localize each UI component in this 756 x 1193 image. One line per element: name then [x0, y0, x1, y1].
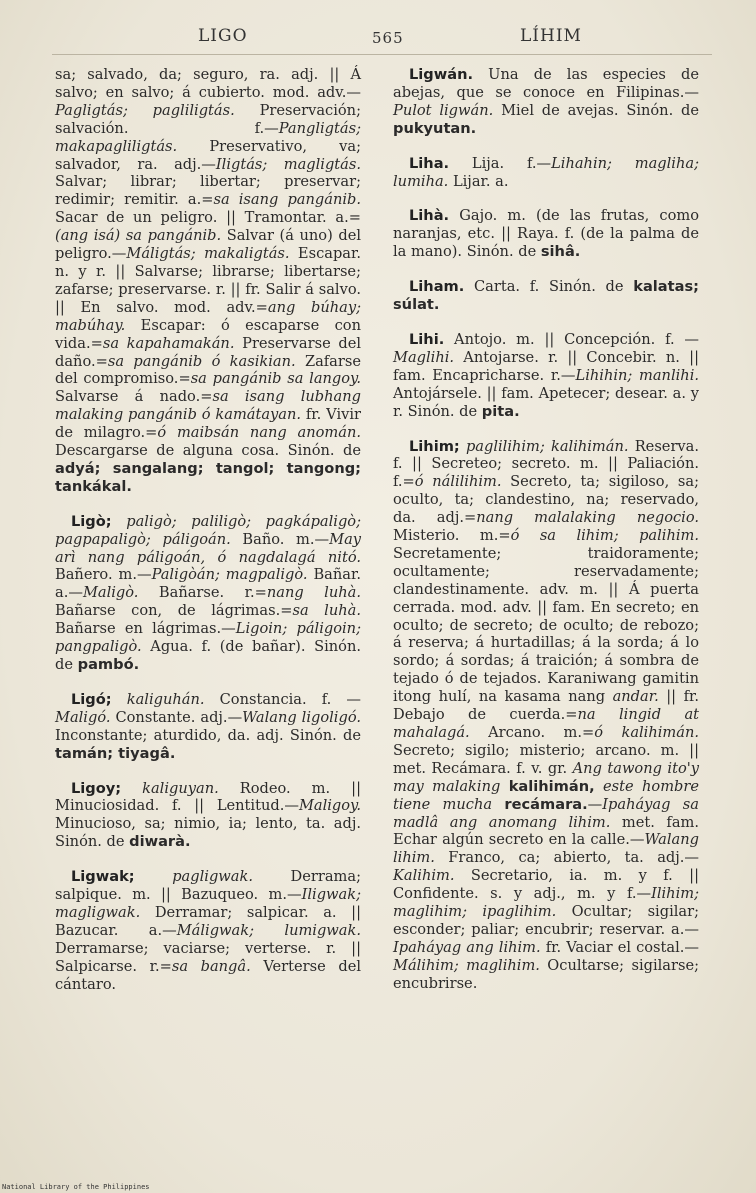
running-head-left: LIGO: [198, 26, 248, 46]
definition-text: Antojársele. || fam. Apetecer; desear. a. y r. Sinón. de: [393, 384, 699, 420]
synonym-ref: sihâ.: [540, 243, 581, 261]
tagalog-phrase: Iligwak; magligwak.: [55, 886, 361, 921]
tagalog-phrase: sa isang lubhang malaking pangánib ó kamátayan.: [55, 388, 361, 424]
definition-text: Verterse del cántaro.: [55, 957, 362, 993]
definition-text: Preservativo, va; salvador, ra. adj.—: [55, 137, 361, 173]
tagalog-phrase: Ang tawong ito'y may malaking: [393, 759, 699, 795]
entry-ligo: [55, 513, 361, 674]
definition-text: Secretamente; traidoramente; ocultamente; reservadamente; clandestinamente. adv. m. || Á puerta cerrada. mod. adv. || fam. En secreto; en oculto; de secreto; de oculto; de rebozo; á reserva; á hurtadillas; á la sorda; á lo sordo; á sordas; á traición; á sombra de tejado ó de tejados. Karaniwang gamitin itong hulí, na kasama nang: [393, 544, 699, 706]
tagalog-phrase: Iligtás; magligtás.: [215, 155, 361, 173]
synonym-ref: tamán; tiyagâ.: [55, 744, 176, 762]
tagalog-phrase: Walang lihim.: [393, 831, 699, 867]
entry-salvado: [55, 66, 361, 496]
tagalog-phrase: kaliguhán.: [126, 690, 205, 708]
definition-text: Ocultar; sigilar; esconder; paliar; encubrir; reservar. a.—: [393, 903, 699, 938]
synonym-ref: recámara.: [504, 795, 588, 813]
synonym-ref: pita.: [481, 402, 520, 420]
tagalog-phrase: sa luhà.: [292, 602, 361, 620]
definition-text: —: [587, 795, 603, 813]
definition-text: fr. Vivir de milagro.=: [55, 406, 362, 442]
definition-text: Gajo. m. (de las frutas, como naranjas, etc. || Raya. f. (de la palma de la mano). Sinón. de: [393, 207, 699, 261]
entry-lihim: [393, 438, 699, 993]
definition-text: Constante. adj.—: [110, 708, 243, 726]
tagalog-phrase: Kalihim.: [393, 867, 455, 885]
tagalog-phrase: paligò; paliligò; pagkápaligò; pagpapaligò; páligoán.: [55, 512, 362, 548]
tagalog-phrase: Ilihim; maglihim; ipaglihim.: [393, 885, 699, 921]
definition-text: Zafarse del compromiso.=: [55, 352, 361, 388]
definition-text: [112, 513, 127, 530]
headword: Liham.: [409, 278, 465, 296]
tagalog-phrase: (ang isá) sa pangánib.: [55, 227, 222, 245]
tagalog-phrase: na lingid at mahalagá.: [393, 706, 700, 741]
synonym-ref: pukyutan.: [393, 119, 477, 137]
synonym-ref: diwarà.: [129, 833, 191, 851]
definition-text: Secreto; sigilo; misterio; arcano. m. || met. Recámara. f. v. gr.: [393, 741, 699, 777]
tagalog-phrase: Máligwak; lumigwak.: [176, 921, 361, 939]
tagalog-phrase: Pulot ligwán.: [393, 101, 494, 119]
definition-text: Salvar; librar; libertar; preservar; redimir; remitir. a.=: [55, 173, 361, 209]
definition-text: Constancia. f. —: [204, 690, 361, 708]
library-credit: National Library of the Philippines: [2, 1183, 150, 1191]
definition-text: Derramarse; vaciarse; verterse. r. || Salpicarse. r.=: [55, 939, 361, 975]
headword: Lihà.: [409, 207, 450, 225]
tagalog-phrase: Maligò.: [82, 584, 139, 602]
tagalog-phrase: Ligoin; páligoin; pangpaligò.: [55, 620, 361, 656]
definition-text: Derrama; salpique. m. || Bazuqueo. m.—: [55, 868, 361, 904]
definition-text: Baño. m.—: [230, 530, 330, 548]
definition-text: Descargarse de alguna cosa. Sinón. de: [55, 442, 361, 460]
definition-text: sa; salvado, da; seguro, ra. adj. || Á salvo; en salvo; á cubierto. mod. adv.—: [55, 66, 361, 101]
definition-text: Bañarse en lágrimas.—: [55, 620, 236, 638]
right-column: [393, 66, 699, 1010]
entry-ligo2: [55, 691, 361, 763]
definition-text: || fr. Debajo de cuerda.=: [393, 688, 699, 724]
definition-text: Franco, ca; abierto, ta. adj.—: [434, 849, 699, 867]
definition-text: Bañero. m.—: [55, 566, 152, 584]
entry-ligwak: [55, 868, 361, 993]
definition-text: Salvar (á uno) del peligro.—: [55, 227, 362, 263]
definition-text: Ocultarse; sigilarse; encubrirse.: [393, 956, 700, 992]
synonym-ref: adyá; sangalang; tangol; tangong; tankákal.: [55, 459, 361, 495]
tagalog-phrase: Pagligtás; pagliligtás.: [55, 101, 235, 119]
tagalog-phrase: Maglihi.: [393, 348, 455, 366]
tagalog-phrase: nang malalaking negocio.: [476, 509, 699, 527]
definition-text: [492, 796, 504, 813]
tagalog-phrase: andar.: [612, 688, 659, 706]
entry-liha: [393, 155, 699, 191]
definition-text: Minucioso, sa; nimio, ia; lento, ta. adj. Sinón. de: [55, 815, 361, 851]
tagalog-phrase: nang luhà.: [266, 584, 361, 602]
synonym-ref: kalatas; súlat.: [393, 278, 699, 314]
page-number: 565: [372, 29, 404, 47]
tagalog-phrase: Ipaháyag ang lihim.: [393, 938, 541, 956]
definition-text: fr. Vaciar el costal.—: [540, 938, 700, 956]
headword: Lihim;: [409, 437, 460, 455]
synonym-ref: pambó.: [77, 656, 140, 673]
tagalog-phrase: Paligòán; magpaligò.: [151, 566, 308, 584]
tagalog-phrase: Walang ligoligó.: [242, 708, 361, 726]
definition-text: Preservación; salvación. f.—: [55, 101, 361, 137]
definition-text: Derramar; salpicar. a. || Bazucar. a.—: [55, 903, 361, 939]
tagalog-phrase: ó kalihimán.: [594, 724, 699, 741]
entry-liham: [393, 278, 699, 314]
tagalog-phrase: ó sa lihim; palihim.: [510, 527, 699, 545]
headword: Ligoy;: [71, 779, 122, 797]
definition-text: [595, 778, 603, 795]
tagalog-phrase: Lihahin; magliha; lumiha.: [393, 154, 699, 190]
definition-text: Lija. f.—: [449, 154, 552, 172]
entry-ligwan: [393, 66, 699, 138]
definition-text: Escapar. n. y r. || Salvarse; librarse; libertarse; zafarse; preservarse. r. || fr. Salir á salvo. || En salvo. mod. adv.=: [55, 245, 361, 316]
headword: Ligò;: [71, 512, 112, 530]
tagalog-phrase: ang búhay; mabúhay.: [55, 298, 361, 334]
tagalog-phrase: May arì nang páligoán, ó nagdalagá nitó.: [55, 530, 362, 566]
tagalog-phrase: Maligó.: [55, 708, 111, 726]
definition-text: Bañar. a.—: [55, 566, 361, 602]
definition-text: Bañarse. r.=: [138, 584, 267, 602]
headword: Liha.: [409, 154, 450, 172]
tagalog-phrase: ó nálilihim.: [414, 473, 502, 491]
definition-text: [112, 691, 127, 708]
entry-liha2: [393, 207, 699, 261]
definition-text: Sacar de un peligro. || Tramontar. a.=: [55, 209, 361, 227]
definition-text: met. fam. Echar algún secreto en la calle.—: [393, 813, 699, 849]
left-column: [55, 66, 361, 1011]
tagalog-phrase: sa pangánib sa langoy.: [190, 370, 361, 388]
tagalog-phrase: paglilihim; kalihimán.: [465, 437, 629, 455]
definition-text: Carta. f. Sinón. de: [464, 278, 634, 296]
tagalog-phrase: Maligoy.: [298, 797, 361, 815]
definition-text: Lijar. a.: [448, 172, 509, 190]
tagalog-phrase: este hombre tiene mucha: [393, 777, 699, 813]
tagalog-phrase: Máligtás; makaligtás.: [126, 245, 290, 263]
tagalog-phrase: sa kapahamakán.: [102, 334, 235, 352]
definition-text: Preservarse del daño.=: [55, 334, 362, 370]
tagalog-phrase: Ipaháyag sa madlâ ang anomang lihim.: [393, 795, 699, 831]
definition-text: [135, 868, 173, 885]
tagalog-phrase: Pangligtás; makapagliligtás.: [55, 119, 361, 155]
definition-text: Antojarse. r. || Concebir. n. || fam. Encapricharse. r.—: [393, 348, 699, 384]
headword: Ligó;: [71, 690, 112, 708]
definition-text: Una de las especies de abejas, que se conoce en Filipinas.—: [393, 66, 699, 101]
tagalog-phrase: ó maibsán nang anomán.: [157, 424, 361, 442]
headword: Lihi.: [409, 330, 445, 348]
definition-text: Reserva. f. || Secreteo; secreto. m. || Paliación. f.=: [393, 437, 700, 491]
running-head-right: LÍHIM: [520, 26, 582, 46]
definition-text: Miel de avejas. Sinón. de: [493, 101, 700, 119]
tagalog-phrase: Málihim; maglihim.: [393, 956, 540, 974]
entry-lihi: [393, 331, 699, 421]
definition-text: [121, 780, 142, 797]
definition-text: Antojo. m. || Concepción. f. —: [444, 330, 699, 348]
header-rule: [52, 54, 712, 55]
tagalog-phrase: sa bangâ.: [171, 957, 251, 975]
definition-text: Escapar: ó escaparse con vida.=: [55, 316, 361, 352]
headword: Ligwán.: [409, 66, 474, 83]
synonym-ref: kalihimán,: [508, 777, 595, 795]
tagalog-phrase: Lihihin; manlihi.: [575, 366, 699, 384]
definition-text: Secreto, ta; sigiloso, sa; oculto, ta; clandestino, na; reservado, da. adj.=: [393, 473, 699, 527]
definition-text: Bañarse con, de lágrimas.=: [55, 602, 293, 620]
definition-text: Inconstante; aturdido, da. adj. Sinón. de: [55, 726, 361, 744]
definition-text: Salvarse á nado.=: [55, 388, 213, 406]
entry-ligoy: [55, 780, 361, 852]
tagalog-phrase: sa isang pangánib.: [213, 191, 361, 209]
tagalog-phrase: kaliguyan.: [142, 779, 219, 797]
definition-text: Agua. f. (de bañar). Sinón. de: [55, 638, 361, 673]
tagalog-phrase: pagligwak.: [172, 868, 253, 886]
headword: Ligwak;: [71, 868, 135, 886]
definition-text: [500, 778, 508, 795]
definition-text: Rodeo. m. || Minuciosidad. f. || Lentitud.—: [55, 779, 362, 815]
definition-text: Secretario, ia. m. y f. || Confidente. s. y adj., m. y f.—: [393, 867, 699, 903]
definition-text: Misterio. m.=: [393, 527, 511, 545]
tagalog-phrase: sa pangánib ó kasikian.: [107, 352, 296, 370]
definition-text: Arcano. m.=: [469, 724, 595, 741]
